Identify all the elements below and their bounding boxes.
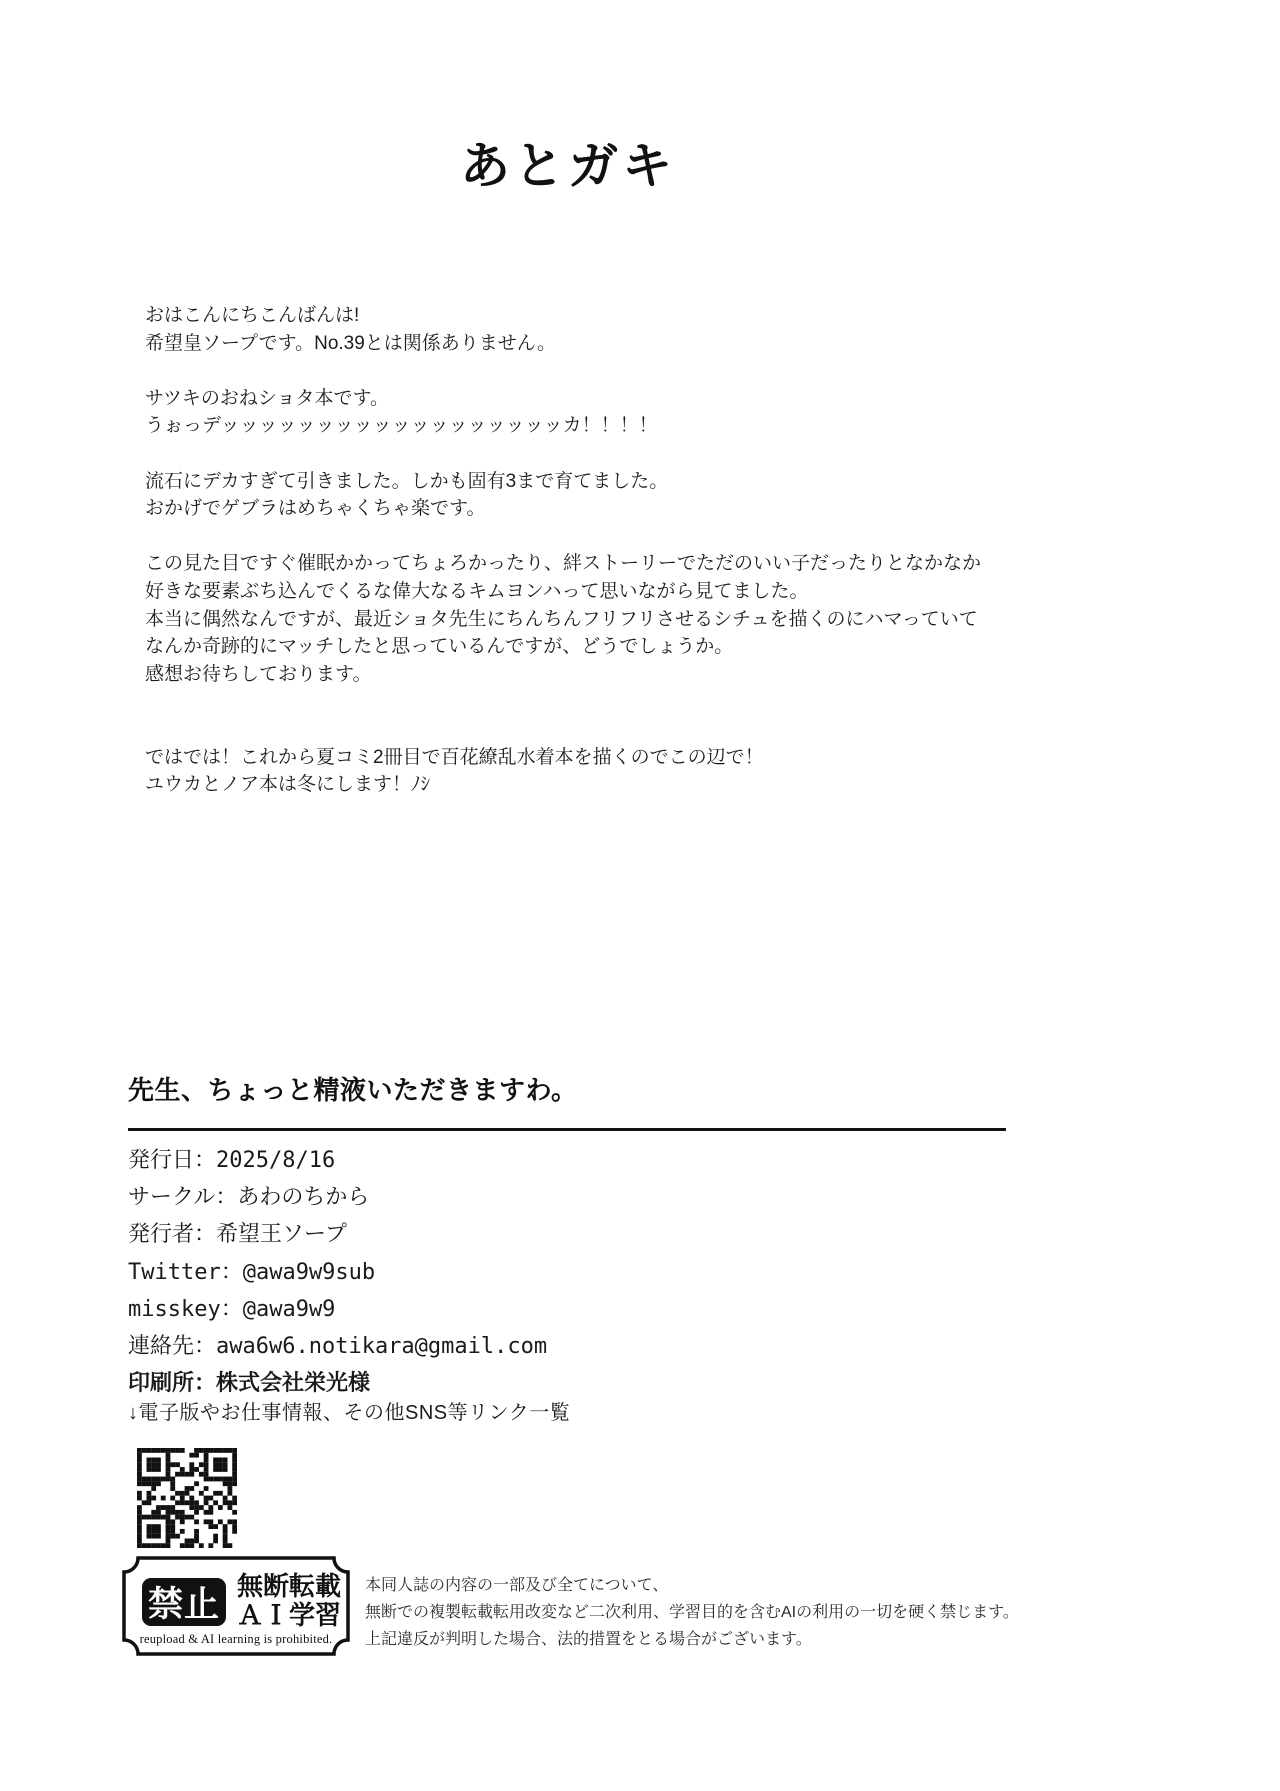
disclaimer bbox=[365, 1572, 1065, 1653]
colophon-line: misskey：@awa9w9 bbox=[128, 1296, 336, 1322]
qr-code bbox=[137, 1448, 237, 1548]
afterword-line: おかげでゲブラはめちゃくちゃ楽です。 bbox=[145, 498, 486, 520]
colophon-line: サークル：あわのちから bbox=[128, 1185, 370, 1211]
colophon-line: Twitter：@awa9w9sub bbox=[128, 1259, 376, 1285]
afterword-line: おはこんにちこんばんは! bbox=[145, 305, 360, 326]
stamp-line-1: 無断転載 bbox=[236, 1571, 341, 1601]
kinshi-badge: 禁止 bbox=[142, 1578, 226, 1626]
links-note: ↓電子版やお仕事情報、その他SNS等リンク一覧 bbox=[128, 1402, 571, 1424]
afterword-line: 希望皇ソープです。No.39とは関係ありません。 bbox=[145, 332, 556, 354]
afterword-line: 感想お待ちしております。 bbox=[145, 663, 372, 685]
afterword-line: この見た目ですぐ催眠かかってちょろかったり、絆ストーリーでただのいい子だったりとなかなか bbox=[145, 553, 982, 575]
colophon-line: 印刷所：株式会社栄光様 bbox=[128, 1371, 371, 1397]
afterword-line bbox=[145, 440, 1145, 468]
afterword-line: うぉっデッッッッッッッッッッッッッッッッッッカ！！！！ bbox=[145, 415, 658, 437]
stamp-line-2: ＡＩ学習 bbox=[236, 1600, 341, 1630]
afterword-line bbox=[145, 357, 1145, 385]
afterword-line: 流石にデカすぎて引きました。しかも固有3まで育てました。 bbox=[145, 470, 669, 492]
page-title: あとガキ bbox=[460, 138, 676, 194]
disclaimer-line: 本同人誌の内容の一部及び全てについて、 bbox=[365, 1577, 669, 1594]
colophon-line: 発行日：2025/8/16 bbox=[128, 1148, 336, 1173]
stamp-caption: reupload & AI learning is prohibited. bbox=[139, 1632, 333, 1646]
afterword-line: 好きな要素ぶち込んでくるな偉大なるキムヨンハって思いながら見てました。 bbox=[145, 580, 809, 602]
afterword-line bbox=[145, 716, 1145, 744]
afterword-line bbox=[145, 523, 1145, 551]
afterword-line bbox=[145, 688, 1145, 716]
disclaimer-line: 上記違反が判明した場合、法的措置をとる場合がございます。 bbox=[365, 1631, 812, 1648]
afterword-line: なんか奇跡的にマッチしたと思っているんですが、どうでしょうか。 bbox=[145, 636, 734, 658]
title-divider bbox=[128, 1128, 1006, 1131]
afterword-line: サツキのおねショタ本です。 bbox=[145, 387, 389, 409]
afterword-text bbox=[145, 302, 1145, 799]
afterword-line: 本当に偶然なんですが、最近ショタ先生にちんちんフリフリさせるシチュを描くのにハマっていて bbox=[145, 608, 978, 630]
colophon-line: 発行者：希望王ソープ bbox=[128, 1222, 347, 1248]
afterword-line: ユウカとノア本は冬にします！ﾉｼ bbox=[145, 774, 431, 796]
disclaimer-line: 無断での複製転載転用改変など二次利用、学習目的を含むAIの利用の一切を硬く禁じます。 bbox=[365, 1604, 1019, 1621]
book-title: 先生、ちょっと精液いただきますわ。 bbox=[128, 1075, 578, 1105]
prohibition-stamp bbox=[122, 1556, 350, 1656]
colophon-line: 連絡先：awa6w6.notikara@gmail.com bbox=[128, 1334, 548, 1360]
colophon bbox=[128, 1142, 888, 1402]
afterword-line: ではでは！これから夏コミ2冊目で百花繚乱水着本を描くのでこの辺で！ bbox=[145, 746, 764, 768]
stamp-text bbox=[232, 1572, 346, 1630]
